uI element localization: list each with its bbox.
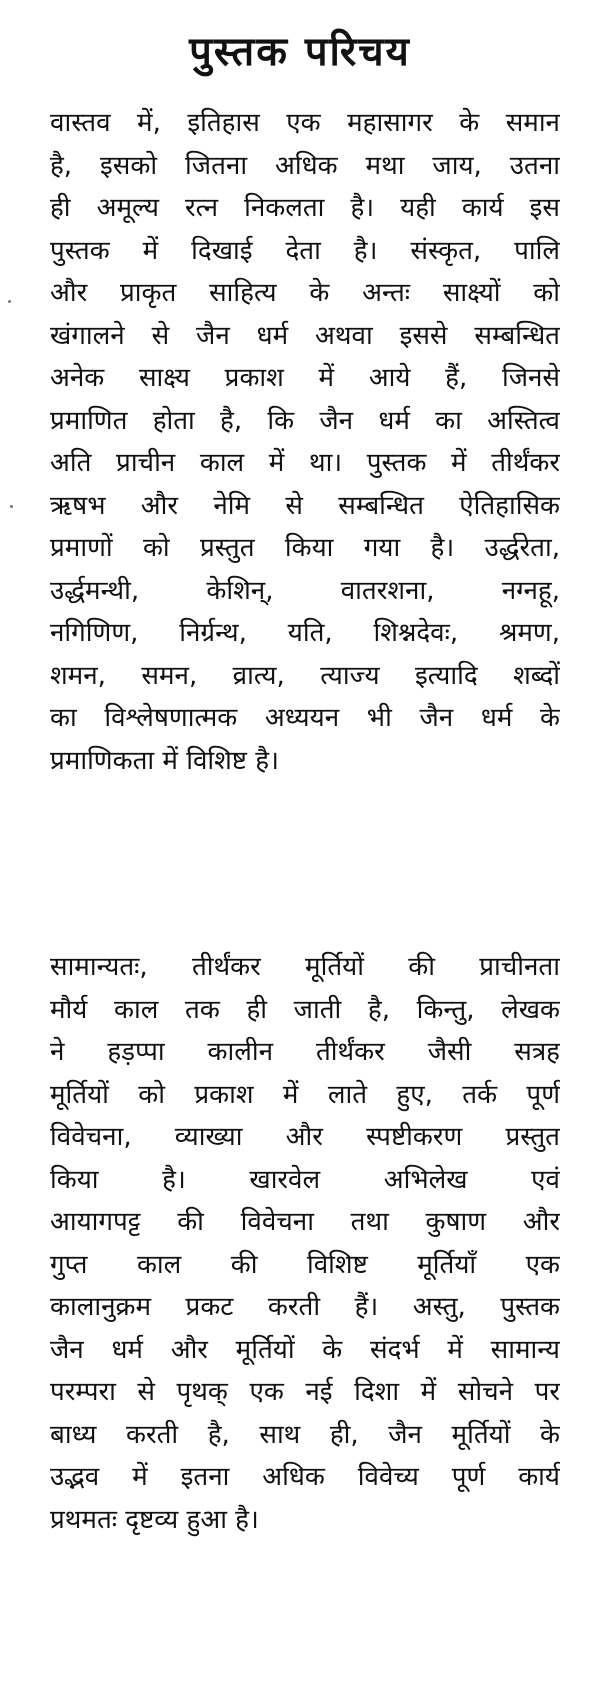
paragraph-line: उद्भव में इतना अधिक विवेच्य पूर्ण कार्य: [50, 1462, 560, 1492]
paragraph-line: मौर्य काल तक ही जाती है, किन्तु, लेखक: [50, 994, 560, 1025]
page-title: पुस्तक परिचय: [189, 29, 411, 75]
paragraph-line: नगिणिण, निर्ग्रन्थ, यति, शिश्नदेवः, श्रमण,: [50, 618, 560, 648]
paragraph-line: ही अमूल्य रत्न निकलता है। यही कार्य इस: [50, 193, 560, 223]
paragraph-2: [50, 946, 560, 1541]
paragraph-line: विवेचना, व्याख्या और स्पष्टीकरण प्रस्तुत: [50, 1122, 560, 1152]
paragraph-line: प्रथमतः दृष्टव्य हुआ है।: [50, 1504, 259, 1535]
paragraph-line: मूर्तियों को प्रकाश में लाते हुए, तर्क पूर्ण: [50, 1079, 560, 1110]
paragraph-line: पुस्तक में दिखाई देता है। संस्कृत, पालि: [50, 235, 560, 266]
paragraph-line: उर्द्धमन्थी, केशिन्, वातरशना, नग्नहू,: [50, 575, 560, 606]
margin-speck: [10, 505, 13, 508]
paragraph-line: आयागपट्ट की विवेचना तथा कुषाण और: [50, 1207, 560, 1237]
paragraph-line: है, इसको जितना अधिक मथा जाय, उतना: [50, 150, 560, 181]
paragraph-line: किया है। खारवेल अभिलेख एवं: [50, 1164, 560, 1195]
paragraph-line: शमन, समन, व्रात्य, त्याज्य इत्यादि शब्दों: [50, 660, 560, 691]
paragraph-line: परम्परा से पृथक् एक नई दिशा में सोचने पर: [50, 1377, 560, 1407]
paragraph-line: बाध्य करती है, साथ ही, जैन मूर्तियों के: [50, 1419, 560, 1450]
paragraph-line: ऋषभ और नेमि से सम्बन्धित ऐतिहासिक: [50, 490, 560, 521]
paragraph-line: प्रमाणों को प्रस्तुत किया गया है। उर्द्धरेता,: [50, 533, 560, 563]
paragraph-line: प्रमाणिकता में विशिष्ट है।: [50, 745, 279, 776]
margin-speck: [8, 300, 11, 303]
paragraph-line: अति प्राचीन काल में था। पुस्तक में तीर्थंकर: [50, 448, 560, 478]
paragraph-line: का विश्लेषणात्मक अध्ययन भी जैन धर्म के: [50, 703, 560, 733]
paragraph-line: और प्राकृत साहित्य के अन्तः साक्ष्यों को: [50, 278, 560, 308]
paragraph-line: प्रमाणित होता है, कि जैन धर्म का अस्तित्व: [50, 405, 560, 436]
paragraph-line: ने हड़प्पा कालीन तीर्थंकर जैसी सत्रह: [50, 1037, 560, 1067]
paragraph-line: जैन धर्म और मूर्तियों के संदर्भ में सामान्य: [50, 1334, 560, 1365]
paragraph-line: वास्तव में, इतिहास एक महासागर के समान: [50, 108, 560, 138]
paragraph-line: अनेक साक्ष्य प्रकाश में आये हैं, जिनसे: [50, 363, 560, 393]
paragraph-line: खंगालने से जैन धर्म अथवा इससे सम्बन्धित: [50, 320, 560, 351]
paragraph-line: गुप्त काल की विशिष्ट मूर्तियाँ एक: [50, 1249, 560, 1280]
paragraph-1: [50, 102, 560, 782]
paragraph-line: सामान्यतः, तीर्थंकर मूर्तियों की प्राचीनता: [50, 952, 560, 982]
paragraph-line: कालानुक्रम प्रकट करती हैं। अस्तु, पुस्तक: [50, 1292, 560, 1322]
